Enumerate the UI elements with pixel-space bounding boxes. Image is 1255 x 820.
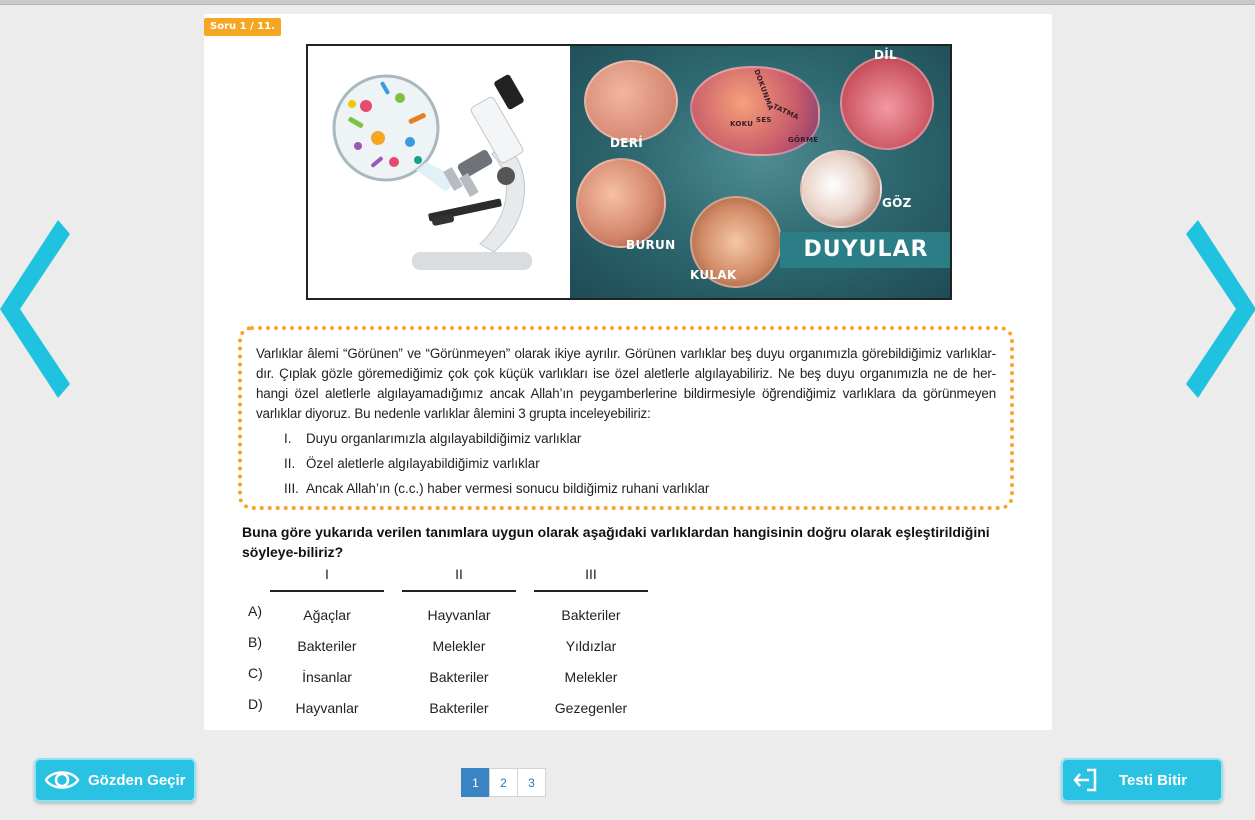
column-header: I: [270, 566, 384, 592]
column-header: III: [534, 566, 648, 592]
passage-item-text: Özel aletlerle algılayabildiğimiz varlıklar: [306, 456, 540, 471]
option-letter[interactable]: D): [248, 696, 263, 712]
option-letter[interactable]: A): [248, 603, 262, 619]
exit-icon: [1073, 768, 1099, 792]
option-value: Bakteriler: [297, 638, 357, 654]
option-value: Bakteriler: [429, 669, 489, 685]
passage-item-number: II.: [284, 456, 296, 471]
passage-paragraph: Varlıklar âlemi “Görünen” ve “Görünmeyen” olarak ikiye ayrılır. Görünen varlıklar beş duyu organımızla görebildiğimiz varlıklar-dır. Çıplak gözle göremediğimiz çok çok küçük varlıkları ise özel aletlerle algılayabiliriz. Ne beş duyu organımızla ne de her-hangi özel aletlerle algılayamadığımız ancak Allah’ın peygamberlerine bildirmesiyle öğrendiğimiz varlıklara da görünmeyen varlıklar diyoruz. Bu nedenle varlıklar âlemini 3 grupta inceleyebiliriz:: [256, 346, 996, 421]
microscope-illustration: [308, 46, 570, 298]
question-figure: [306, 44, 952, 300]
label-burun: BURUN: [626, 238, 676, 252]
column-header: II: [402, 566, 516, 592]
pagination: [462, 768, 546, 797]
option-value: İnsanlar: [302, 669, 352, 685]
passage-item: [284, 479, 996, 499]
next-question-button[interactable]: [1186, 220, 1255, 398]
question-number-badge: Soru 1 / 11.: [204, 18, 281, 36]
page-1-button[interactable]: 1: [461, 768, 490, 797]
option-value: Yıldızlar: [565, 638, 617, 654]
label-kulak: KULAK: [690, 268, 737, 282]
review-button[interactable]: [34, 758, 196, 802]
nose-image: [576, 158, 666, 248]
microscope-icon: [308, 46, 570, 298]
option-value: Bakteriler: [429, 700, 489, 716]
chevron-left-icon: [0, 220, 70, 398]
tongue-image: [840, 56, 934, 150]
label-dil: DİL: [874, 48, 897, 62]
chevron-right-icon: [1186, 220, 1255, 398]
page-3-button[interactable]: 3: [517, 768, 546, 797]
previous-question-button[interactable]: [0, 220, 70, 398]
eye-image: [800, 150, 882, 228]
option-letter[interactable]: C): [248, 665, 263, 681]
skin-image: [584, 60, 678, 142]
option-value: Ağaçlar: [303, 607, 351, 623]
question-card: [204, 14, 1052, 730]
passage-item-text: Ancak Allah’ın (c.c.) haber vermesi sonucu bildiğimiz ruhani varlıklar: [306, 481, 710, 496]
option-value: Melekler: [432, 638, 486, 654]
passage-box: [238, 326, 1014, 510]
passage-item-number: III.: [284, 481, 299, 496]
review-button-label: Gözden Geçir: [88, 771, 186, 789]
label-deri: DERİ: [610, 136, 644, 150]
figure-title: DUYULAR: [780, 232, 952, 268]
label-dokunma: DOKUNMA: [752, 68, 775, 112]
page-2-button[interactable]: 2: [489, 768, 518, 797]
finish-button-label: Testi Bitir: [1119, 771, 1188, 789]
label-gorme: GÖRME: [788, 136, 819, 144]
label-koku: KOKU: [730, 120, 754, 128]
option-value: Melekler: [564, 669, 618, 685]
top-bar: [0, 0, 1255, 5]
option-value: Hayvanlar: [427, 607, 491, 623]
option-value: Bakteriler: [561, 607, 621, 623]
option-value: Hayvanlar: [295, 700, 359, 716]
option-letter[interactable]: B): [248, 634, 262, 650]
passage-item-number: I.: [284, 431, 292, 446]
question-text: Buna göre yukarıda verilen tanımlara uygun olarak aşağıdaki varlıklardan hangisinin doğru olarak eşleştirildiğini söyleye-biliriz?: [242, 524, 990, 560]
eye-icon: [44, 766, 80, 794]
finish-test-button[interactable]: [1061, 758, 1223, 802]
option-value: Gezegenler: [554, 700, 628, 716]
label-tatma: TATMA: [771, 102, 801, 122]
passage-item: [284, 429, 996, 449]
passage-item: [284, 454, 996, 474]
label-goz: GÖZ: [882, 196, 912, 210]
senses-illustration: [570, 46, 952, 298]
passage-item-text: Duyu organlarımızla algılayabildiğimiz varlıklar: [306, 431, 582, 446]
label-ses: SES: [756, 116, 772, 124]
